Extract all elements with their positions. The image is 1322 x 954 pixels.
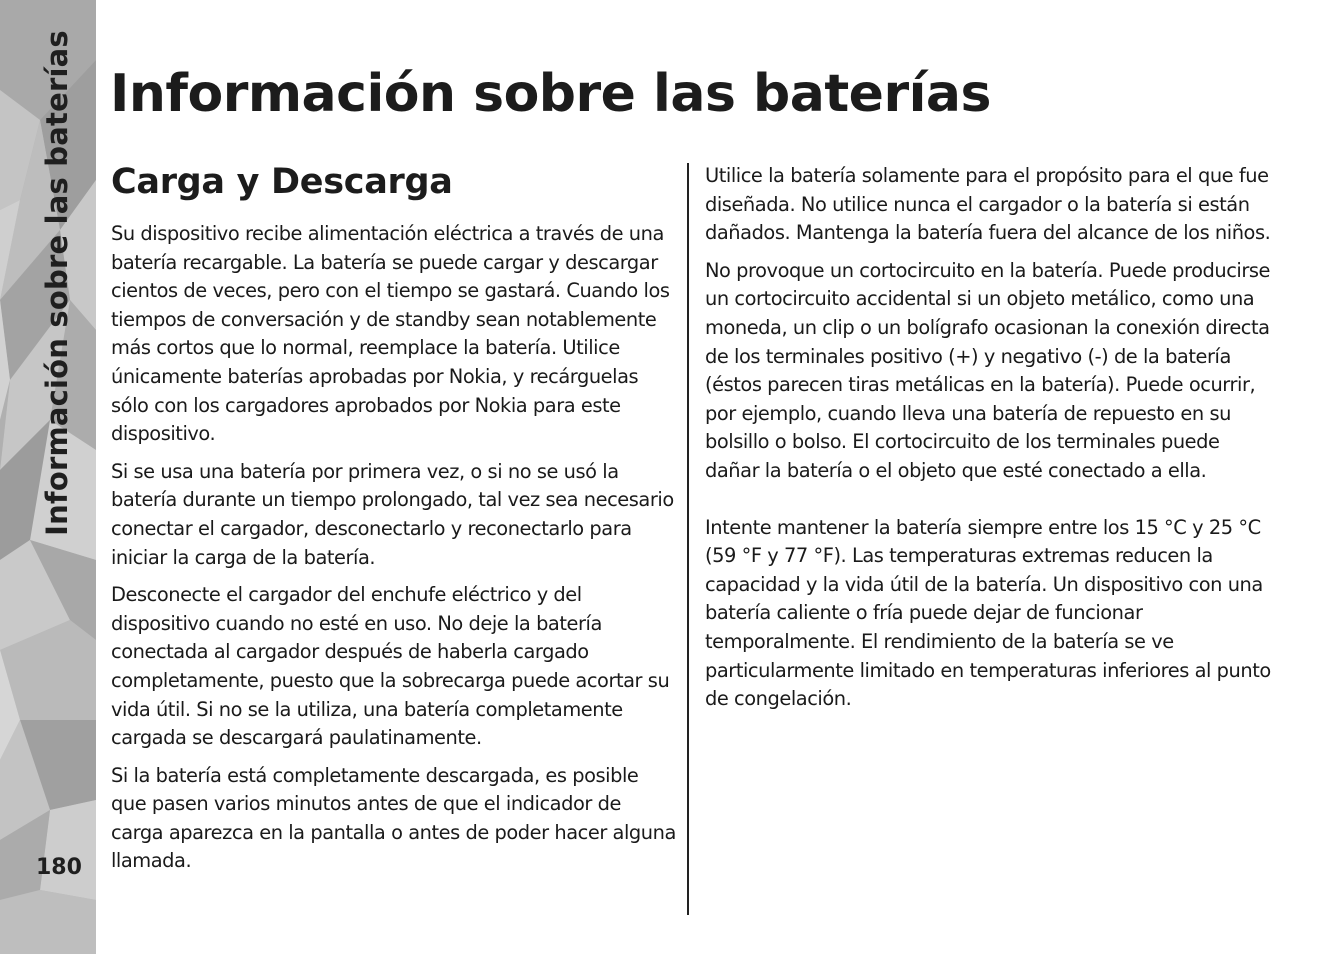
paragraph-intro: Su dispositivo recibe alimentación eléctrica a través de una batería recargable. La batería se puede cargar y descargar cientos de veces, pero con el tiempo se gastará. Cuando los tiempos de conversación y de standby sean notablemente más cortos que lo normal, reemplace la batería. Utilice únicamente baterías aprobadas por Nokia, y recárguelas sólo con los cargadores aprobados por Nokia para este dispositivo. (111, 222, 670, 446)
paragraph-fully-discharged: Si la batería está completamente descargada, es posible que pasen varios minutos antes de que el indicador de carga aparezca en la pantalla o antes de poder hacer alguna llamada. (111, 763, 676, 873)
paragraph-disconnect-charger: Desconecte el cargador del enchufe eléctrico y del dispositivo cuando no esté en uso. No deje la batería conectada al cargador después de haberla cargado completamente, puesto que la sobrecarga puede acortar su vida útil. Si no se la utiliza, una batería completamente cargada se descargará paulatinamente. (111, 583, 670, 750)
right-column (705, 162, 1275, 723)
paragraph-short-circuit: No provoque un cortocircuito en la batería. Puede producirse un cortocircuito accidental si un objeto metálico, como una moneda, un clip o un bolígrafo ocasionan la conexión directa de los terminales positivo (+) y negativo (-) de la batería (éstos parecen tiras metálicas en la batería). Puede ocurrir, por ejemplo, cuando lleva una batería de repuesto en su bolsillo o bolso. El cortocircuito de los terminales puede dañar la batería o el objeto que esté conectado a ella. (705, 258, 1271, 482)
column-divider (687, 163, 689, 915)
section-heading: Carga y Descarga (111, 162, 453, 202)
page-title: Información sobre las baterías (110, 64, 991, 124)
paragraph-first-use: Si se usa una batería por primera vez, o si no se usó la batería durante un tiempo prolongado, tal vez sea necesario conectar el cargador, desconectarlo y reconectarlo para iniciar la carga de la batería. (111, 459, 674, 569)
page-number: 180 (36, 855, 82, 880)
paragraph-intended-use: Utilice la batería solamente para el propósito para el que fue diseñada. No utilice nunca el cargador o la batería si están dañados. Mantenga la batería fuera del alcance de los niños. (705, 164, 1271, 245)
side-band (0, 0, 96, 954)
left-column (111, 220, 677, 885)
paragraph-temperature: Intente mantener la batería siempre entre los 15 °C y 25 °C (59 °F y 77 °F). Las temperaturas extremas reducen la capacidad y la vida útil de la batería. Un dispositivo con una batería caliente o fría puede dejar de funcionar temporalmente. El rendimiento de la batería se ve particularmente limitado en temperaturas inferiores al punto de congelación. (705, 515, 1271, 711)
side-tab-title: Información sobre las baterías (40, 30, 74, 536)
